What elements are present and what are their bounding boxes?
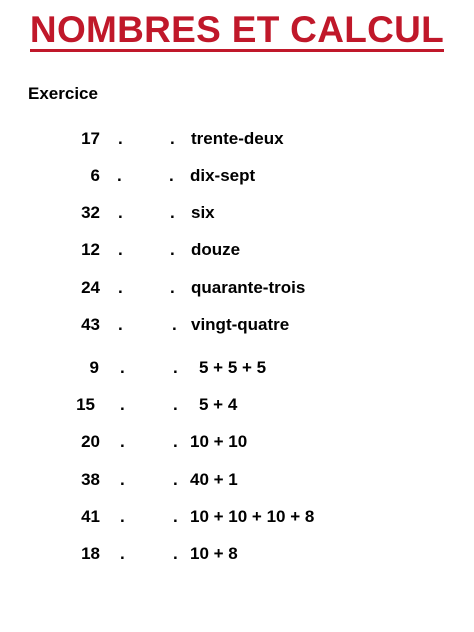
left-dot[interactable]: . xyxy=(120,395,125,414)
right-dot[interactable]: . xyxy=(173,507,178,526)
right-dot[interactable]: . xyxy=(170,278,175,297)
row-label: 5 + 4 xyxy=(199,395,238,414)
match-row xyxy=(0,314,474,336)
left-dot[interactable]: . xyxy=(120,358,125,377)
row-number: 32 xyxy=(81,203,100,222)
row-number: 41 xyxy=(81,507,100,526)
match-row xyxy=(0,128,474,150)
left-dot[interactable]: . xyxy=(118,203,123,222)
row-label: six xyxy=(191,203,215,222)
match-row xyxy=(0,394,474,416)
row-number: 20 xyxy=(81,432,100,451)
match-row xyxy=(0,431,474,453)
left-dot[interactable]: . xyxy=(118,278,123,297)
left-dot[interactable]: . xyxy=(120,432,125,451)
right-dot[interactable]: . xyxy=(170,240,175,259)
right-dot[interactable]: . xyxy=(173,544,178,563)
match-row xyxy=(0,202,474,224)
match-row xyxy=(0,277,474,299)
left-dot[interactable]: . xyxy=(120,507,125,526)
row-label: trente-deux xyxy=(191,129,284,148)
row-label: 10 + 8 xyxy=(190,544,238,563)
row-label: 40 + 1 xyxy=(190,470,238,489)
right-dot[interactable]: . xyxy=(173,395,178,414)
right-dot[interactable]: . xyxy=(170,203,175,222)
row-number: 18 xyxy=(81,544,100,563)
left-dot[interactable]: . xyxy=(120,470,125,489)
row-number: 38 xyxy=(81,470,100,489)
row-label: vingt-quatre xyxy=(191,315,290,334)
row-label: 5 + 5 + 5 xyxy=(199,358,267,377)
row-number: 17 xyxy=(81,129,100,148)
exercise-heading: Exercice xyxy=(28,84,98,103)
row-number: 6 xyxy=(90,166,100,185)
left-dot[interactable]: . xyxy=(118,240,123,259)
right-dot[interactable]: . xyxy=(173,358,178,377)
row-label: quarante-trois xyxy=(191,278,306,297)
row-number: 9 xyxy=(89,358,99,377)
row-number: 24 xyxy=(81,278,100,297)
left-dot[interactable]: . xyxy=(118,315,123,334)
match-row xyxy=(0,239,474,261)
row-label: douze xyxy=(191,240,241,259)
row-label: 10 + 10 xyxy=(190,432,248,451)
right-dot[interactable]: . xyxy=(169,166,174,185)
right-dot[interactable]: . xyxy=(170,129,175,148)
page-title-text: NOMBRES ET CALCUL xyxy=(29,9,445,50)
match-row xyxy=(0,357,474,379)
match-row xyxy=(0,506,474,528)
match-row xyxy=(0,469,474,491)
match-row xyxy=(0,165,474,187)
match-row xyxy=(0,543,474,565)
row-label: 10 + 10 + 10 + 8 xyxy=(190,507,315,526)
left-dot[interactable]: . xyxy=(117,166,122,185)
row-label: dix-sept xyxy=(190,166,256,185)
right-dot[interactable]: . xyxy=(173,432,178,451)
right-dot[interactable]: . xyxy=(172,315,177,334)
row-number: 15 xyxy=(76,395,95,414)
left-dot[interactable]: . xyxy=(118,129,123,148)
row-number: 43 xyxy=(81,315,100,334)
page-title xyxy=(0,8,474,52)
left-dot[interactable]: . xyxy=(120,544,125,563)
right-dot[interactable]: . xyxy=(173,470,178,489)
row-number: 12 xyxy=(81,240,100,259)
